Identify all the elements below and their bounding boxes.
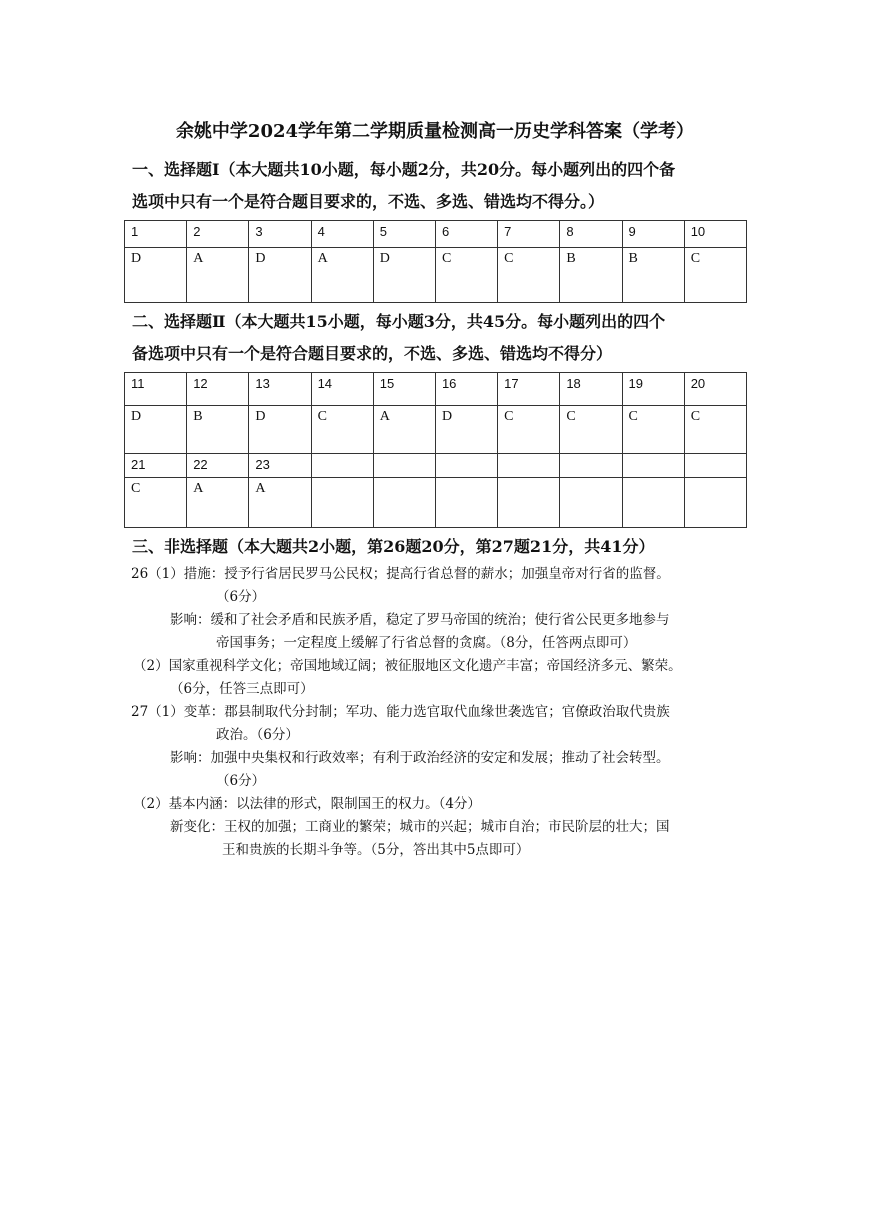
section1-heading-line1: 一、选择题Ⅰ（本大题共10小题，每小题2分，共20分。每小题列出的四个备 <box>132 160 676 179</box>
question-number: 16 <box>435 373 497 406</box>
answer-letter <box>684 478 746 528</box>
question-number: 1 <box>125 221 187 248</box>
section3-heading: 三、非选择题（本大题共2小题，第26题20分，第27题21分，共41分） <box>132 537 655 556</box>
answer-letter: D <box>373 248 435 303</box>
question-number: 20 <box>684 373 746 406</box>
page-title: 余姚中学2024学年第二学期质量检测高一历史学科答案（学考） <box>175 121 695 142</box>
question-number <box>311 454 373 478</box>
question-number: 5 <box>373 221 435 248</box>
answer-letter: C <box>435 248 497 303</box>
question-number <box>560 454 622 478</box>
question-number: 11 <box>125 373 187 406</box>
question-number: 10 <box>684 221 746 248</box>
answer-letter: C <box>498 406 560 454</box>
question-number <box>435 454 497 478</box>
answer-letter: B <box>560 248 622 303</box>
answer-letter: A <box>249 478 311 528</box>
section1-answer-row <box>125 248 747 303</box>
answer-letter: C <box>684 248 746 303</box>
question-number: 8 <box>560 221 622 248</box>
question-number: 18 <box>560 373 622 406</box>
section1-heading-line2: 选项中只有一个是符合题目要求的，不选、多选、错选均不得分。） <box>132 192 605 211</box>
section2-number-row <box>125 373 747 406</box>
section2-answer-table <box>124 372 747 528</box>
answer-letter: A <box>187 248 249 303</box>
question-number: 13 <box>249 373 311 406</box>
answer-letter: D <box>249 248 311 303</box>
question-number: 21 <box>125 454 187 478</box>
answer-letter: C <box>622 406 684 454</box>
answer-letter <box>498 478 560 528</box>
answer-line: （2）基本内涵：以法律的形式，限制国王的权力。（4分） <box>133 796 481 812</box>
question-number: 7 <box>498 221 560 248</box>
answer-line: 帝国事务；一定程度上缓解了行省总督的贪腐。（8分，任答两点即可） <box>216 635 637 651</box>
question-number: 23 <box>249 454 311 478</box>
question-number: 3 <box>249 221 311 248</box>
answer-letter <box>622 478 684 528</box>
answer-letter <box>373 478 435 528</box>
question-number: 2 <box>187 221 249 248</box>
answer-letter: A <box>311 248 373 303</box>
answer-letter: A <box>373 406 435 454</box>
answer-letter: B <box>622 248 684 303</box>
section1-number-row <box>125 221 747 248</box>
question-number <box>373 454 435 478</box>
answer-line: 影响：缓和了社会矛盾和民族矛盾，稳定了罗马帝国的统治；使行省公民更多地参与 <box>170 612 670 628</box>
answer-line: 新变化：王权的加强；工商业的繁荣；城市的兴起；城市自治；市民阶层的壮大；国 <box>170 819 670 835</box>
question-number <box>684 454 746 478</box>
answer-letter: C <box>684 406 746 454</box>
question-number: 4 <box>311 221 373 248</box>
question-number: 12 <box>187 373 249 406</box>
answer-letter: B <box>187 406 249 454</box>
section2-answer-row <box>125 406 747 454</box>
answer-letter <box>560 478 622 528</box>
section2-heading-line1: 二、选择题Ⅱ（本大题共15小题，每小题3分，共45分。每小题列出的四个 <box>132 312 666 331</box>
answer-letter: C <box>125 478 187 528</box>
question-number <box>498 454 560 478</box>
answer-letter: D <box>125 406 187 454</box>
question-number: 6 <box>435 221 497 248</box>
answer-letter: C <box>311 406 373 454</box>
answer-line: 影响：加强中央集权和行政效率；有利于政治经济的安定和发展；推动了社会转型。 <box>170 750 670 766</box>
section2-number-row <box>125 454 747 478</box>
answer-letter: D <box>125 248 187 303</box>
answer-line: （2）国家重视科学文化；帝国地域辽阔；被征服地区文化遗产丰富；帝国经济多元、繁荣。 <box>133 658 682 674</box>
section2-heading-line2: 备选项中只有一个是符合题目要求的，不选、多选、错选均不得分） <box>132 344 613 363</box>
question-number: 15 <box>373 373 435 406</box>
answer-letter: A <box>187 478 249 528</box>
answer-line: （6分，任答三点即可） <box>170 681 314 697</box>
question-number: 14 <box>311 373 373 406</box>
answer-letter <box>435 478 497 528</box>
section1-answer-table <box>124 220 747 303</box>
question-number <box>622 454 684 478</box>
answer-line: 27（1）变革：郡县制取代分封制；军功、能力选官取代血缘世袭选官；官僚政治取代贵族 <box>131 704 670 720</box>
answer-line: （6分） <box>216 773 266 789</box>
answer-letter: C <box>498 248 560 303</box>
question-number: 9 <box>622 221 684 248</box>
question-number: 17 <box>498 373 560 406</box>
answer-letter: D <box>435 406 497 454</box>
answer-letter <box>311 478 373 528</box>
answer-line: 政治。（6分） <box>216 727 299 743</box>
question-number: 22 <box>187 454 249 478</box>
section2-heading <box>132 306 747 370</box>
answer-line: （6分） <box>216 589 266 605</box>
answer-line: 王和贵族的长期斗争等。（5分，答出其中5点即可） <box>222 842 530 858</box>
answer-letter: C <box>560 406 622 454</box>
answer-line: 26（1）措施：授予行省居民罗马公民权；提高行省总督的薪水；加强皇帝对行省的监督。 <box>131 566 670 582</box>
answer-letter: D <box>249 406 311 454</box>
question-number: 19 <box>622 373 684 406</box>
section2-answer-row <box>125 478 747 528</box>
section1-heading <box>132 154 747 218</box>
